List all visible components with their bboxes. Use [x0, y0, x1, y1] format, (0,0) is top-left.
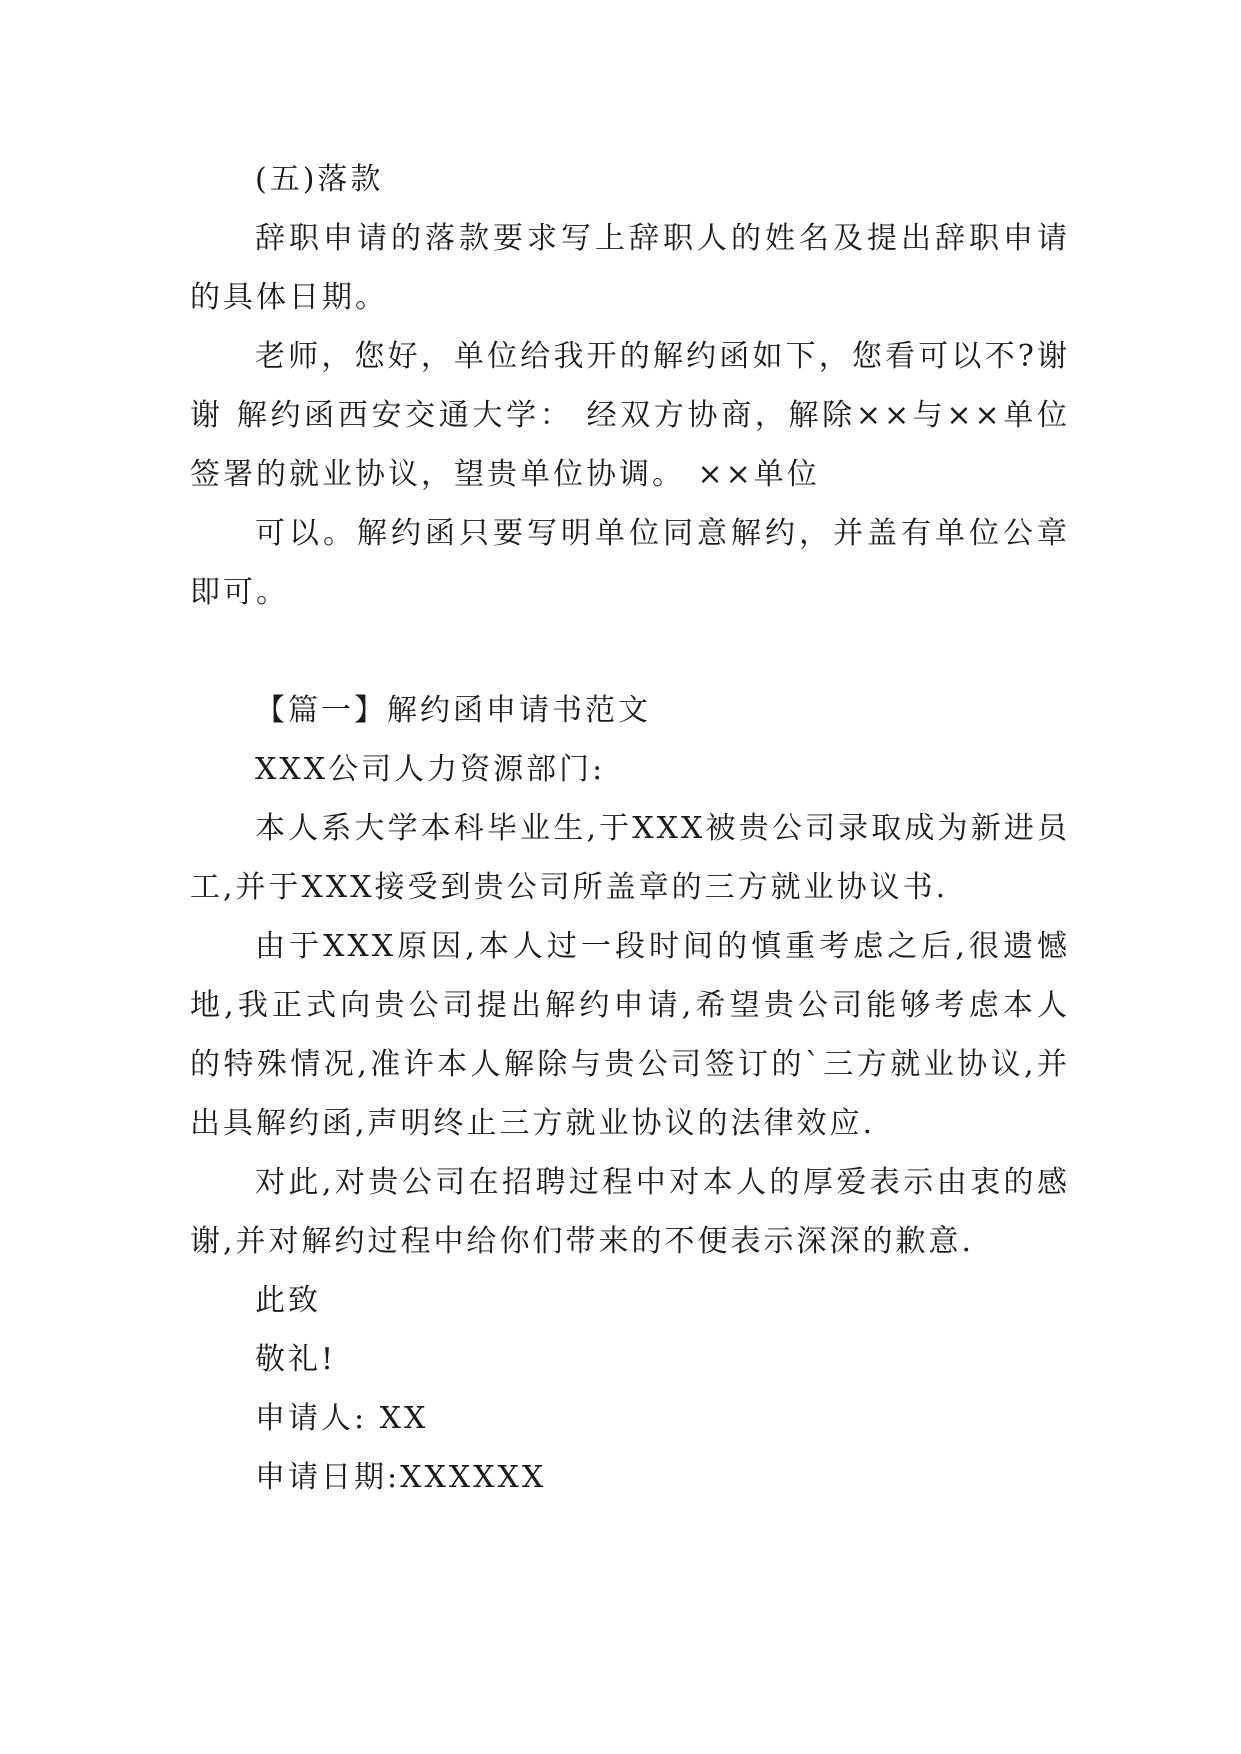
letter-paragraph-1: 本人系大学本科毕业生,于XXX被贵公司录取成为新进员工,并于XXX接受到贵公司所盖章的三方就业协议书.	[190, 811, 1070, 905]
letter-closing-2: 敬礼!	[255, 1342, 337, 1377]
section-body: 辞职申请的落款要求写上辞职人的姓名及提出辞职申请的具体日期。	[190, 221, 1070, 315]
answer-paragraph: 可以。解约函只要写明单位同意解约，并盖有单位公章即可。	[190, 516, 1070, 610]
section-heading: (五)落款	[255, 162, 384, 197]
letter-closing-1: 此致	[255, 1283, 321, 1318]
letter-paragraph-2: 由于XXX原因,本人过一段时间的慎重考虑之后,很遗憾地,我正式向贵公司提出解约申请,希望贵公司能够考虑本人的特殊情况,准许本人解除与贵公司签订的`三方就业协议,并出具解约函,声明终止三方就业协议的法律效应.	[190, 929, 1070, 1141]
spacer	[190, 622, 1070, 681]
document-page	[190, 150, 1070, 1507]
letter-paragraph-3: 对此,对贵公司在招聘过程中对本人的厚爱表示由衷的感谢,并对解约过程中给你们带来的不便表示深深的歉意.	[190, 1165, 1070, 1259]
letter-date: 申请日期:XXXXXX	[255, 1460, 547, 1495]
letter-salutation: XXX公司人力资源部门:	[255, 752, 606, 787]
letter-applicant: 申请人: XX	[255, 1401, 429, 1436]
sample-title: 【篇一】解约函申请书范文	[255, 693, 651, 728]
question-paragraph: 老师，您好，单位给我开的解约函如下，您看可以不?谢谢 解约函西安交通大学： 经双方协商，解除××与××单位签署的就业协议，望贵单位协调。 ××单位	[190, 339, 1070, 492]
